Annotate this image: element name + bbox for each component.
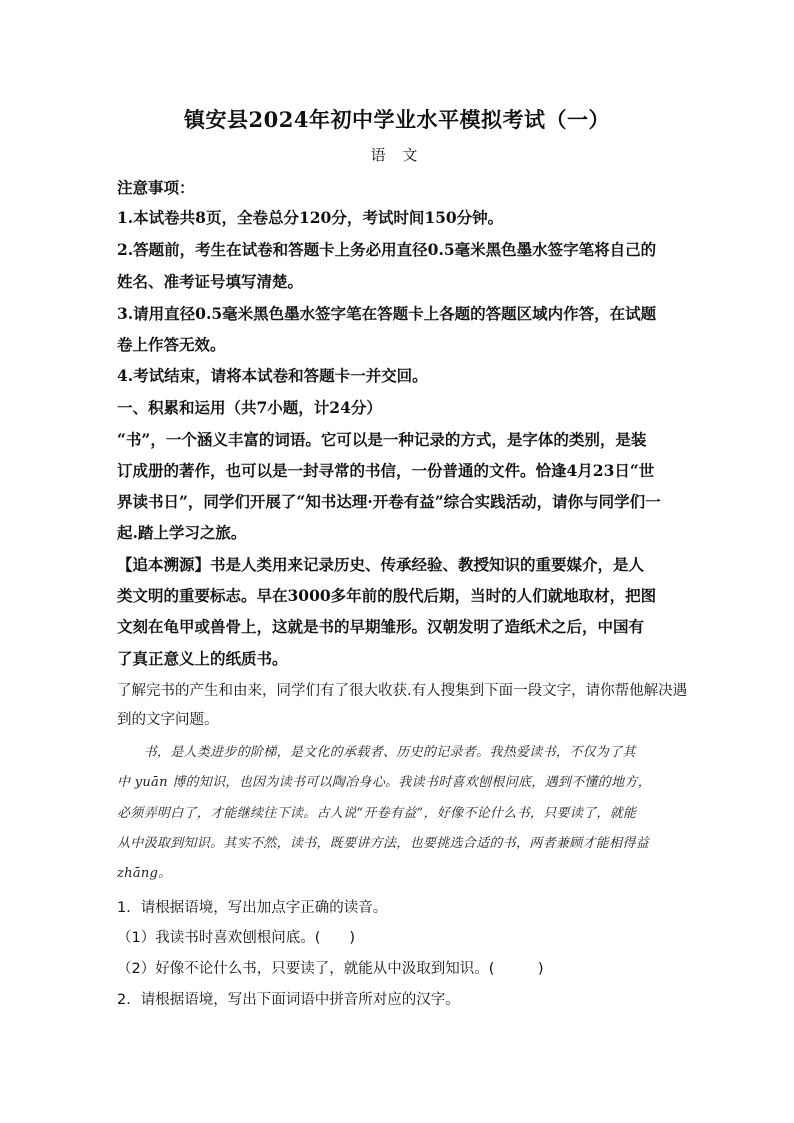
notice-line: 卷上作答无效。 [117, 335, 226, 354]
question-line: 2．请根据语境，写出下面词语中拼音所对应的汉字。 [117, 992, 460, 1008]
page-title: 镇安县2024年初中学业水平模拟考试（一） [184, 107, 610, 132]
trace-line: 文刻在龟甲或兽骨上，这就是书的早期雏形。汉朝发明了造纸术之后，中国有 [117, 617, 645, 636]
intro-line: 起.踏上学习之旅。 [117, 523, 247, 542]
notice-line: 姓名、准考证号填写清楚。 [117, 272, 304, 291]
notice-line: 3.请用直径0.5毫米黑色墨水签字笔在答题卡上各题的答题区域内作答，在试题 [117, 304, 657, 323]
trace-line: 类文明的重要标志。早在3000多年前的殷代后期，当时的人们就地取材，把图 [117, 586, 657, 605]
passage-line: 必须弄明白了，才能继续往下读。古人说“开卷有益”，好像不论什么书，只要读了，就能 [117, 806, 637, 821]
intro-line: 界读书日”，同学们开展了“知书达理·开卷有益”综合实践活动，请你与同学们一 [117, 492, 661, 511]
notice-heading: 注意事项： [117, 178, 195, 197]
intro-line: “书”，一个涵义丰富的词语。它可以是一种记录的方式，是字体的类别，是装 [117, 430, 647, 449]
trace-line: 【追本溯源】书是人类用来记录历史、传承经验、教授知识的重要媒介，是人 [117, 555, 645, 574]
passage-line: 书，是人类进步的阶梯，是文化的承载者、历史的记录者。我热爱读书，不仅为了其 [117, 745, 636, 760]
question-line: （2）好像不论什么书，只要读了，就能从中汲取到知识。( ) [117, 961, 544, 977]
question-line: （1）我读书时喜欢刨根问底。( ) [117, 930, 356, 946]
prompt-line: 到的文字问题。 [117, 712, 219, 728]
passage-line: 中 yuān 博的知识，也因为读书可以陶冶身心。我读书时喜欢刨根问底，遇到不懂的地方， [117, 775, 652, 790]
passage-line: zhāng。 [117, 866, 172, 881]
section-title: 一、积累和运用（共7小题，计24分） [117, 398, 382, 417]
intro-line: 订成册的著作，也可以是一封寻常的书信，一份普通的文件。恰逢4月23日“世 [117, 461, 655, 480]
notice-line: 2.答题前，考生在试卷和答题卡上务必用直径0.5毫米黑色墨水签字笔将自己的 [117, 240, 657, 259]
notice-line: 4.考试结束，请将本试卷和答题卡一并交回。 [117, 366, 428, 385]
trace-line: 了真正意义上的纸质书。 [117, 649, 288, 668]
question-line: 1．请根据语境，写出加点字正确的读音。 [117, 900, 388, 916]
notice-line: 1.本试卷共8页，全卷总分120分，考试时间150分钟。 [117, 208, 504, 227]
passage-line: 从中汲取到知识。其实不然，读书，既要讲方法，也要挑选合适的书，两者兼顾才能相得益 [117, 836, 650, 851]
subject-label: 语 文 [370, 146, 424, 164]
prompt-line: 了解完书的产生和由来，同学们有了很大收获.有人搜集到下面一段文字，请你帮他解决遇 [117, 683, 688, 699]
